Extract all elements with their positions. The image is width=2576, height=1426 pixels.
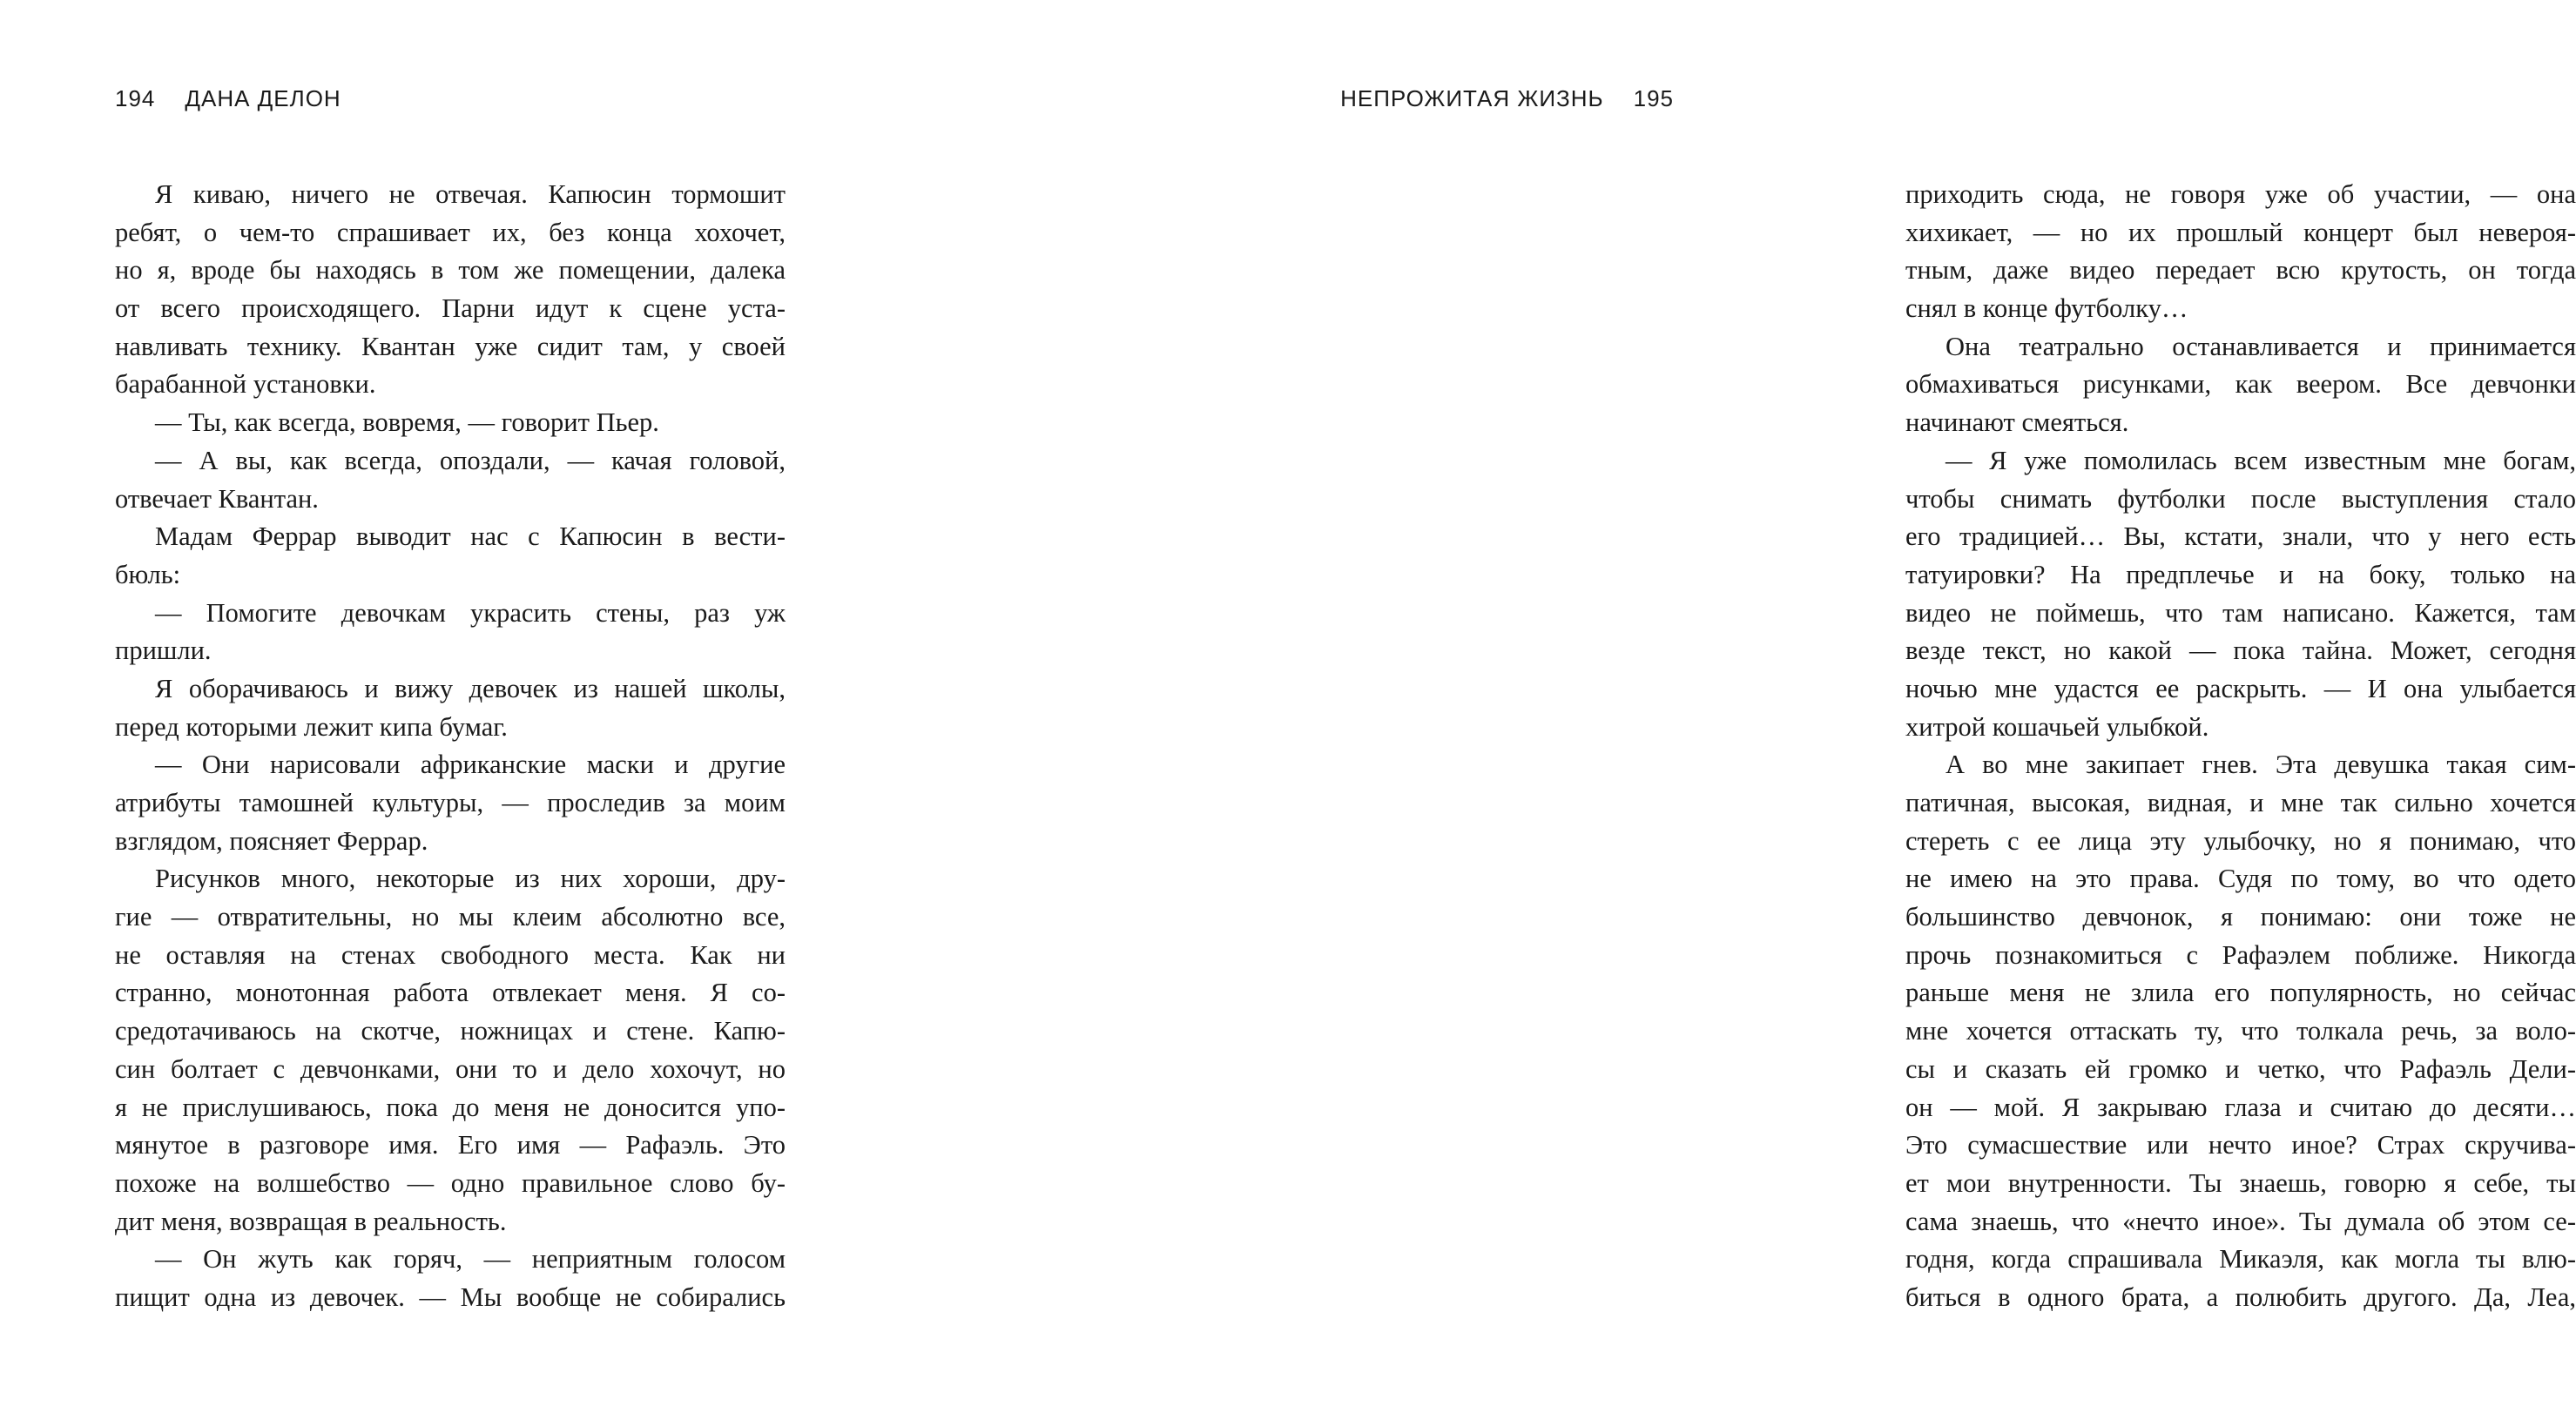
- text-line: А во мне закипает гнев. Эта девушка такая сим-: [1945, 750, 2576, 780]
- right-running-head: [1340, 85, 1674, 112]
- text-line: Мадам Феррар выводит нас с Капюсин в вести-: [155, 521, 786, 552]
- text-line: биться в одного брата, а полюбить другого. Да, Леа,: [1905, 1281, 2576, 1312]
- text-line: снял в конце футболку…: [1905, 293, 2188, 324]
- text-line: от всего происходящего. Парни идут к сцене уста-: [115, 293, 786, 324]
- text-line: похоже на волшебство — одно правильное слово бу-: [115, 1167, 786, 1198]
- left-running-head: [115, 85, 341, 112]
- text-line: я не прислушиваюсь, пока до меня не доносится упо-: [115, 1092, 786, 1122]
- text-line: отвечает Квантан.: [115, 483, 319, 514]
- text-line: гие — отвратительны, но мы клеим абсолютно все,: [115, 902, 786, 932]
- text-line: Я оборачиваюсь и вижу девочек из нашей школы,: [155, 673, 786, 703]
- left-page-text: [115, 176, 786, 1317]
- text-line: дит меня, возвращая в реальность.: [115, 1206, 507, 1236]
- text-line: сы и сказать ей громко и четко, что Рафаэль Дели-: [1905, 1053, 2576, 1084]
- text-line: странно, монотонная работа отвлекает меня. Я со-: [115, 978, 786, 1008]
- text-line: сама знаешь, что «нечто иное». Ты думала об этом се-: [1905, 1206, 2576, 1236]
- text-line: мне хочется оттаскать ту, что толкала речь, за воло-: [1905, 1016, 2576, 1046]
- text-line: пришли.: [115, 636, 212, 666]
- text-line: барабанной установки.: [115, 369, 376, 400]
- text-line: — А вы, как всегда, опоздали, — качая головой,: [155, 445, 786, 475]
- text-line: большинство девчонок, я понимаю: они тоже не: [1905, 902, 2576, 932]
- text-line: прочь познакомиться с Рафаэлем поближе. Никогда: [1905, 939, 2576, 970]
- text-line: Я киваю, ничего не отвечая. Капюсин тормошит: [155, 179, 786, 209]
- right-page-text: [1905, 176, 2576, 1317]
- text-line: годня, когда спрашивала Микаэля, как могла ты влю-: [1905, 1244, 2576, 1275]
- text-line: перед которыми лежит кипа бумаг.: [115, 711, 508, 742]
- text-line: начинают смеяться.: [1905, 407, 2129, 438]
- text-line: взглядом, поясняет Феррар.: [115, 825, 428, 856]
- text-line: — Помогите девочкам украсить стены, раз уж: [155, 597, 786, 628]
- text-line: навливать технику. Квантан уже сидит там, у своей: [115, 331, 786, 361]
- text-line: ет мои внутренности. Ты знаешь, говорю я себе, ты: [1905, 1167, 2576, 1198]
- text-line: ночью мне удастся ее раскрыть. — И она улыбается: [1905, 673, 2576, 703]
- text-line: его традицией… Вы, кстати, знали, что у него есть: [1905, 521, 2576, 552]
- text-line: стереть с ее лица эту улыбочку, но я понимаю, что: [1905, 825, 2576, 856]
- text-line: средотачиваюсь на скотче, ножницах и стене. Капю-: [115, 1016, 786, 1046]
- text-line: приходить сюда, не говоря уже об участии, — она: [1905, 179, 2576, 209]
- left-page: [0, 0, 892, 1426]
- text-line: везде текст, но какой — пока тайна. Может, сегодня: [1905, 636, 2576, 666]
- text-line: он — мой. Я закрываю глаза и считаю до десяти…: [1905, 1092, 2576, 1122]
- text-line: чтобы снимать футболки после выступления стало: [1905, 483, 2576, 514]
- text-line: — Они нарисовали африканские маски и другие: [155, 750, 786, 780]
- text-line: татуировки? На предплечье и на боку, только на: [1905, 559, 2576, 589]
- text-line: Рисунков много, некоторые из них хороши, дру-: [155, 864, 786, 894]
- text-line: — Ты, как всегда, вовремя, — говорит Пьер.: [155, 407, 659, 438]
- text-line: атрибуты тамошней культуры, — проследив за моим: [115, 788, 786, 817]
- author-name: ДАНА ДЕЛОН: [185, 85, 341, 111]
- text-line: Это сумасшествие или нечто иное? Страх скручива-: [1905, 1130, 2576, 1160]
- text-line: не оставляя на стенах свободного места. Как ни: [115, 939, 786, 970]
- page-number-right: 195: [1633, 85, 1674, 111]
- text-line: мянутое в разговоре имя. Его имя — Рафаэль. Это: [115, 1130, 786, 1160]
- text-line: ребят, о чем-то спрашивает их, без конца хохочет,: [115, 217, 786, 247]
- text-line: Она театрально останавливается и принимается: [1945, 331, 2576, 361]
- text-line: — Я уже помолилась всем известным мне богам,: [1945, 445, 2576, 475]
- text-line: патичная, высокая, видная, и мне так сильно хочется: [1905, 788, 2576, 817]
- page-number-left: 194: [115, 85, 156, 111]
- book-title: НЕПРОЖИТАЯ ЖИЗНЬ: [1340, 85, 1604, 111]
- text-line: хихикает, — но их прошлый концерт был невероя-: [1905, 217, 2576, 247]
- text-line: тным, даже видео передает всю крутость, он тогда: [1905, 255, 2576, 286]
- text-line: син болтает с девчонками, они то и дело хохочут, но: [115, 1053, 786, 1084]
- text-line: но я, вроде бы находясь в том же помещении, далека: [115, 255, 786, 286]
- text-line: пищит одна из девочек. — Мы вообще не собирались: [115, 1281, 786, 1312]
- text-line: бюль:: [115, 559, 181, 589]
- text-line: видео не поймешь, что там написано. Кажется, там: [1905, 597, 2576, 628]
- text-line: не имею на это права. Судя по тому, во что одето: [1905, 864, 2576, 894]
- right-page: [892, 0, 2576, 1426]
- text-line: — Он жуть как горяч, — неприятным голосом: [155, 1244, 786, 1275]
- text-line: раньше меня не злила его популярность, но сейчас: [1905, 978, 2576, 1008]
- text-line: обмахиваться рисунками, как веером. Все девчонки: [1905, 369, 2576, 400]
- text-line: хитрой кошачьей улыбкой.: [1905, 711, 2209, 742]
